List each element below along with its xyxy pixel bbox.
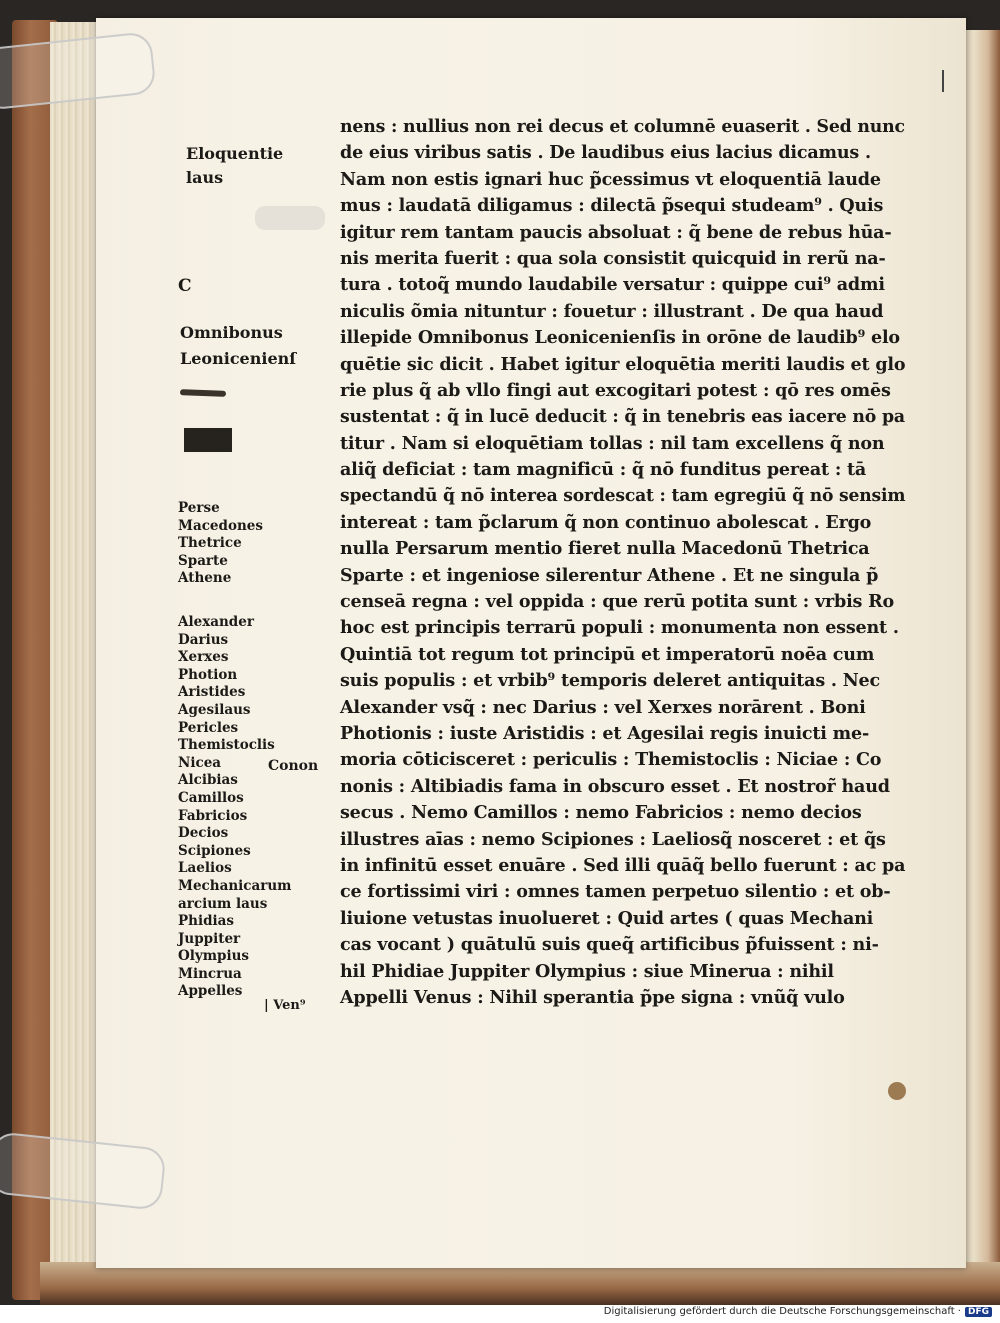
marginal-heading bbox=[186, 142, 283, 190]
text-line: mus : laudatā diligamus : dilectā p̃sequi studeam⁹ . Quis bbox=[340, 195, 884, 217]
text-line: Nam non estis ignari huc p̃cessimus vt eloquentiā laude bbox=[340, 168, 881, 190]
text-line: Appelli Venus : Nihil sperantia p̃pe signa : vnũq̃ vulo bbox=[340, 986, 845, 1008]
text-line: rie plus q̃ ab vllo fingi aut excogitari potest : qō res omēs bbox=[340, 379, 891, 401]
marginal-item: Appelles bbox=[178, 983, 243, 1000]
marginal-author-line: Omnibonus bbox=[180, 323, 283, 342]
marginal-item: Macedones bbox=[178, 517, 263, 534]
cover-bottom bbox=[40, 1262, 1000, 1305]
text-line: illepide Omnibonus Leonicenienſis in orōne de laudib⁹ elo bbox=[340, 327, 900, 349]
text-line: hoc est principis terrarū populi : monumenta non essent . bbox=[340, 617, 899, 639]
text-line: hil Phidiae Juppiter Olympius : siue Minerua : nihil bbox=[340, 960, 834, 982]
marginal-item: Mechanicarum bbox=[178, 877, 292, 894]
text-line: nulla Persarum mentio fieret nulla Macedonū Thetrica bbox=[340, 538, 870, 560]
marginal-item: Scipiones bbox=[178, 842, 251, 859]
marginal-item: Themistoclis bbox=[178, 737, 275, 754]
text-line: intereat : tam p̃clarum q̃ non continuo abolescat . Ergo bbox=[340, 511, 872, 533]
text-line: sustentat : q̃ in lucē deducit : q̃ in tenebris eas iacere nō pa bbox=[340, 406, 905, 428]
text-line: titur . Nam si eloquētiam tollas : nil tam excellens q̃ non bbox=[340, 432, 885, 454]
text-line: ce fortissimi viri : omnes tamen perpetuo silentio : et ob- bbox=[340, 881, 891, 903]
marginal-item: Pericles bbox=[178, 719, 239, 736]
text-line: aliq̃ deficiat : tam magnificū : q̃ nō funditus pereat : tā bbox=[340, 459, 867, 481]
footer-text: Digitalisierung gefördert durch die Deutsche Forschungsgemeinschaft · bbox=[603, 1306, 961, 1317]
main-text-block bbox=[340, 114, 920, 1011]
text-line: suis populis : et vrbib⁹ temporis deleret antiquitas . Nec bbox=[340, 670, 881, 692]
marginal-list-names bbox=[178, 614, 291, 1001]
marginal-item: Fabricios bbox=[178, 807, 248, 824]
marginal-list-places bbox=[178, 500, 263, 588]
text-line: spectandū q̃ nō interea sordescat : tam egregiū q̃ nō sensim bbox=[340, 485, 906, 507]
marginal-item: Camillos bbox=[178, 789, 244, 806]
marginal-item: Aristides bbox=[178, 684, 246, 701]
facing-page-edge bbox=[960, 30, 1000, 1280]
marginal-item: Agesilaus bbox=[178, 701, 251, 718]
marginal-item: Nicea bbox=[178, 754, 222, 771]
pilcrow-mark: C bbox=[178, 276, 192, 296]
text-line: niculis õmia nituntur : fouetur : illustrant . De qua haud bbox=[340, 300, 884, 322]
marginal-heading-line: laus bbox=[186, 168, 224, 187]
marginal-author bbox=[180, 320, 296, 372]
marginal-item: Darius bbox=[178, 631, 229, 648]
text-line: tura . totoq̃ mundo laudabile versatur : quippe cui⁹ admi bbox=[340, 274, 885, 296]
marginal-item: Sparte bbox=[178, 552, 228, 569]
marginal-item: Laelios bbox=[178, 860, 232, 877]
marginal-item: Xerxes bbox=[178, 649, 229, 666]
text-line: Sparte : et ingeniose silerentur Athene . Et ne singula p̃ bbox=[340, 564, 879, 586]
marginal-item: Thetrice bbox=[178, 535, 242, 552]
text-line: quētie sic dicit . Habet igitur eloquētia meriti laudis et glo bbox=[340, 353, 906, 375]
text-line: moria cōticisceret : periculis : Themistoclis : Niciae : Co bbox=[340, 749, 882, 771]
text-line: nonis : Altibiadis fama in obscuro esset . Et nostror̃ haud bbox=[340, 775, 890, 797]
text-line: Quintiā tot regum tot principū et imperatorū noēa cum bbox=[340, 643, 875, 665]
marginal-author-line: Leonicenienſ bbox=[180, 349, 297, 368]
text-line: nis merita fuerit : qua sola consistit quicquid in rerũ na- bbox=[340, 247, 886, 269]
marginal-item: Juppiter bbox=[178, 930, 241, 947]
marginal-item: Alexander bbox=[178, 614, 254, 630]
text-line: censeā regna : vel oppida : que rerū potita sunt : vrbis Ro bbox=[340, 591, 895, 613]
faint-stamp bbox=[255, 206, 325, 230]
paper-stain bbox=[888, 1082, 906, 1100]
marginal-item: Photion bbox=[178, 666, 238, 683]
marginal-venus: | Ven⁹ bbox=[264, 998, 306, 1013]
text-line: igitur rem tantam paucis absoluat : q̃ bene de rebus hūa- bbox=[340, 221, 892, 243]
text-line: Alexander vsq̃ : nec Darius : vel Xerxes norārent . Boni bbox=[340, 696, 866, 718]
footer-credit bbox=[604, 1306, 992, 1317]
text-line: nens : nullius non rei decus et columnē euaserit . Sed nunc bbox=[340, 116, 905, 137]
text-line: cas vocant ) quātulū suis queq̃ artificibus p̃fuissent : ni- bbox=[340, 934, 879, 956]
marginal-item: Perse bbox=[178, 500, 220, 516]
text-line: de eius viribus satis . De laudibus eius lacius dicamus . bbox=[340, 142, 871, 164]
text-line: Photionis : iuste Aristidis : et Agesilai regis inuicti me- bbox=[340, 722, 870, 744]
text-line: secus . Nemo Camillos : nemo Fabricios : nemo decios bbox=[340, 802, 862, 824]
text-line: liuione vetustas inuolueret : Quid artes ( quas Mechani bbox=[340, 907, 874, 929]
marginal-item: Decios bbox=[178, 825, 229, 842]
dfg-logo: DFG bbox=[965, 1307, 992, 1317]
marginal-heading-line: Eloquentie bbox=[186, 144, 284, 163]
page-mark bbox=[942, 70, 944, 92]
ink-blot bbox=[184, 428, 232, 452]
marginal-conon: Conon bbox=[268, 758, 319, 774]
marginal-item: arcium laus bbox=[178, 895, 268, 912]
marginal-item: Phidias bbox=[178, 913, 235, 930]
text-line: illustres aīas : nemo Scipiones : Laeliosq̃ nosceret : et q̃s bbox=[340, 828, 886, 850]
marginal-item: Athene bbox=[178, 570, 232, 587]
marginal-item: Alcibias bbox=[178, 772, 238, 789]
marginal-item: Olympius bbox=[178, 948, 250, 965]
text-line: in infinitū esset enuāre . Sed illi quāq̃ bello fuerunt : ac pa bbox=[340, 854, 906, 876]
marginal-item: Mincrua bbox=[178, 965, 242, 982]
